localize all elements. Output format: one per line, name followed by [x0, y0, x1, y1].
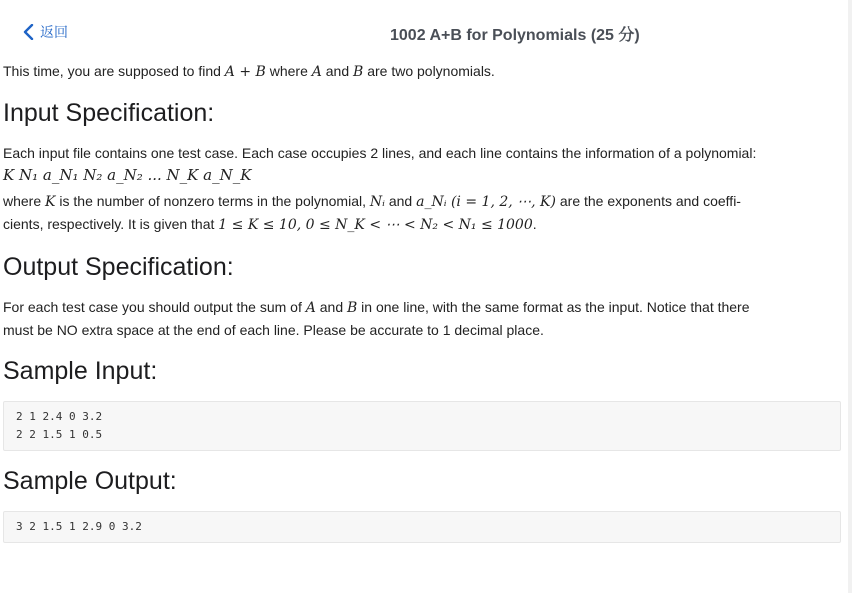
- input-spec-paragraph-2: [3, 190, 843, 213]
- math-a: A: [305, 300, 316, 316]
- sample-input-heading: Sample Input:: [3, 357, 158, 385]
- back-link[interactable]: [22, 22, 68, 42]
- text: .: [532, 216, 537, 232]
- math-k: K: [45, 194, 56, 210]
- math-a-plus-b: A + B: [224, 64, 266, 80]
- page-title: 1002 A+B for Polynomials (25 分): [390, 27, 640, 44]
- sample-input-code: 2 1 2.4 0 3.2 2 2 1.5 1 0.5: [3, 401, 841, 451]
- intro-text: where: [265, 63, 312, 79]
- intro-text: are two polynomials.: [363, 63, 495, 79]
- sample-output-code: 3 2 1.5 1 2.9 0 3.2: [3, 511, 841, 543]
- math-a-ni: a_Nᵢ (i = 1, 2, ⋯, K): [416, 194, 556, 210]
- math-ni: Nᵢ: [369, 194, 385, 210]
- output-spec-paragraph-2: must be NO extra space at the end of each line. Please be accurate to 1 decimal place.: [3, 322, 544, 338]
- intro-text: and: [321, 63, 354, 79]
- sample-output-heading: Sample Output:: [3, 467, 177, 495]
- input-spec-heading: Input Specification:: [3, 99, 215, 127]
- text: is the number of nonzero terms in the polynomial,: [55, 193, 370, 209]
- intro-text: This time, you are supposed to find: [3, 63, 225, 79]
- input-spec-paragraph-3: [3, 213, 843, 236]
- text: and: [384, 193, 417, 209]
- input-format-math: K N₁ a_N₁ N₂ a_N₂ ... N_K a_N_K: [3, 166, 252, 184]
- header: [0, 0, 852, 60]
- output-spec-heading: Output Specification:: [3, 253, 234, 281]
- problem-content: [3, 58, 843, 543]
- math-constraints: 1 ≤ K ≤ 10, 0 ≤ N_K < ⋯ < N₂ < N₁ ≤ 1000: [218, 217, 533, 233]
- chevron-left-icon: [22, 24, 36, 40]
- input-format-line: [3, 164, 843, 187]
- back-label: 返回: [40, 24, 68, 40]
- math-a: A: [311, 64, 322, 80]
- text: and: [315, 299, 347, 315]
- input-spec-paragraph: Each input file contains one test case. Each case occupies 2 lines, and each line contains the information of a polynomial:: [3, 145, 757, 161]
- text: cients, respectively. It is given that: [3, 216, 219, 232]
- text: where: [3, 193, 46, 209]
- math-b: B: [347, 300, 358, 316]
- text: For each test case you should output the sum of: [3, 299, 306, 315]
- text: in one line, with the same format as the input. Notice that there: [357, 299, 750, 315]
- math-b: B: [353, 64, 364, 80]
- text: are the exponents and coeffi-: [555, 193, 741, 209]
- intro-paragraph: [3, 60, 843, 83]
- scrollbar[interactable]: [848, 0, 852, 593]
- output-spec-paragraph: [3, 296, 843, 319]
